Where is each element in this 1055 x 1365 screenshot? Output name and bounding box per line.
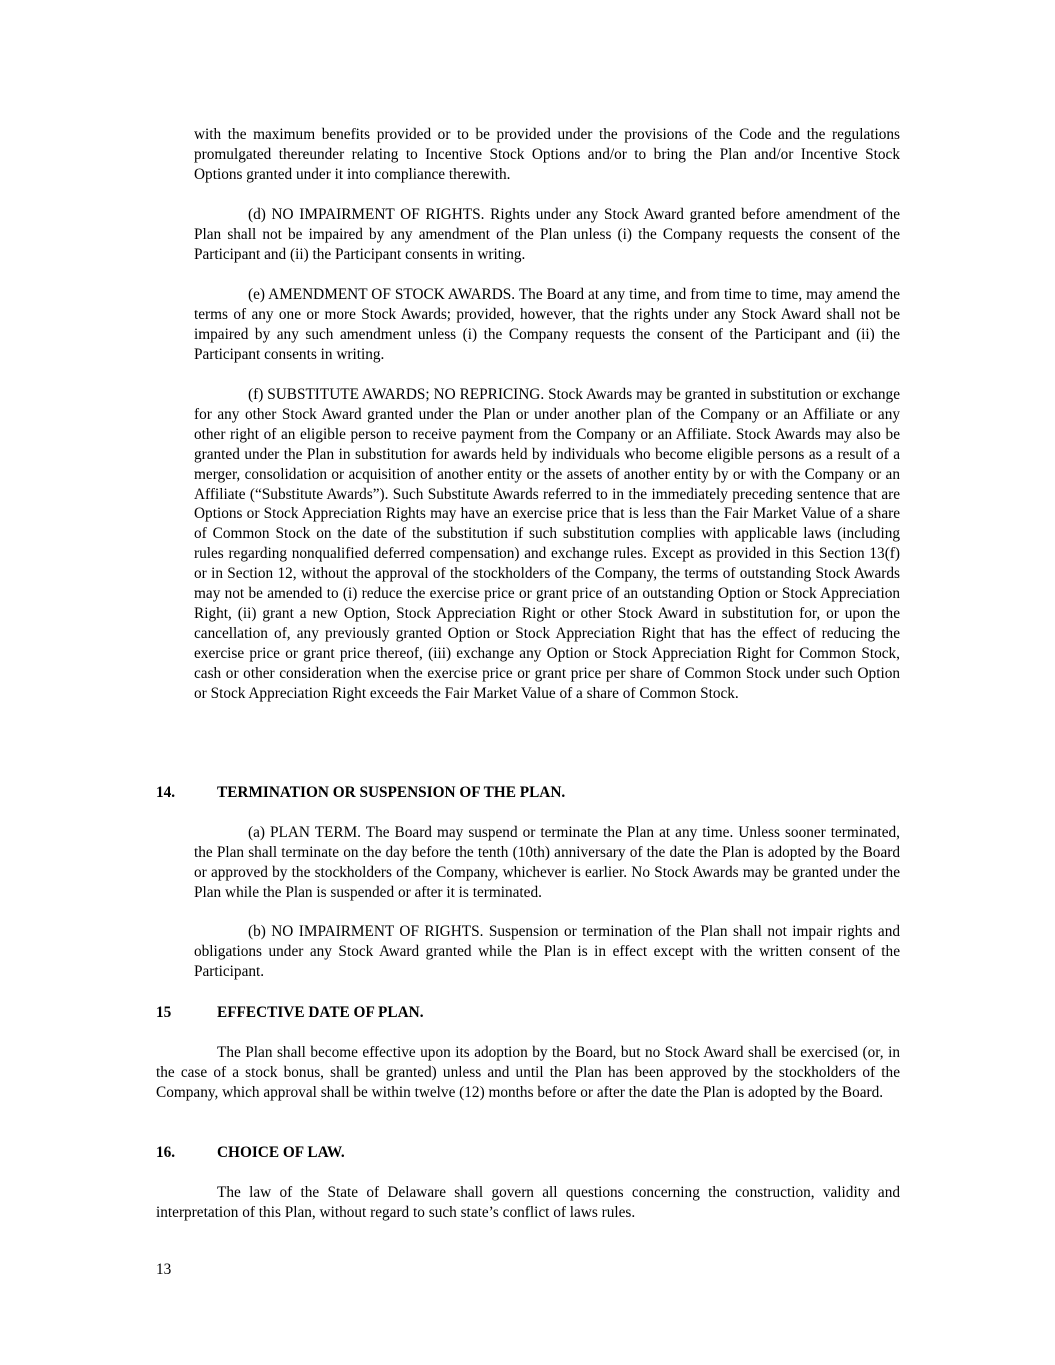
continuation-paragraph: with the maximum benefits provided or to be provided under the provisions of the Code and the regulations promulgated thereunder relating to Incentive Stock Options and/or to bring the Plan and/or Incentive Stock Options granted under it into compliance therewith. xyxy=(194,126,900,183)
section-15-number: 15 xyxy=(156,1004,172,1021)
section-14-heading xyxy=(156,783,565,803)
section-15-heading xyxy=(156,1003,424,1023)
section-14a-paragraph: (a) PLAN TERM. The Board may suspend or terminate the Plan at any time. Unless sooner terminated, the Plan shall terminate on the day before the tenth (10th) anniversary of the date the Plan is adopted by the Board or approved by the stockholders of the Company, whichever is earlier. No Stock Awards may be granted under the Plan while the Plan is suspended or after it is terminated. xyxy=(194,824,900,901)
page-number: 13 xyxy=(156,1261,172,1278)
section-15-body: The Plan shall become effective upon its adoption by the Board, but no Stock Award shall be exercised (or, in the case of a stock bonus, shall be granted) unless and until the Plan has been approved by the stockholders of the Company, which approval shall be within twelve (12) months before or after the date the Plan is adopted by the Board. xyxy=(156,1044,900,1101)
section-15-title: EFFECTIVE DATE OF PLAN. xyxy=(217,1004,424,1021)
section-16-heading xyxy=(156,1143,345,1163)
section-14-title: TERMINATION OR SUSPENSION OF THE PLAN. xyxy=(217,784,566,801)
section-16-number: 16. xyxy=(156,1144,176,1161)
section-16-body: The law of the State of Delaware shall govern all questions concerning the construction, validity and interpretation of this Plan, without regard to such state’s conflict of laws rules. xyxy=(156,1184,900,1221)
section-13e-paragraph: (e) AMENDMENT OF STOCK AWARDS. The Board at any time, and from time to time, may amend the terms of any one or more Stock Awards; provided, however, that the rights under any Stock Award shall not be impaired by any such amendment unless (i) the Company requests the consent of the Participant and (ii) the Participant consents in writing. xyxy=(194,286,900,363)
section-13f-paragraph: (f) SUBSTITUTE AWARDS; NO REPRICING. Stock Awards may be granted in substitution or exchange for any other Stock Award granted under the Plan or under another plan of the Company or an Affiliate or any other right of an eligible person to receive payment from the Company or an Affiliate. Stock Awards may also be granted under the Plan in substitution for awards held by individuals who become eligible persons as a result of a merger, consolidation or acquisition of another entity or the assets of another entity by or with the Company or an Affiliate (“Substitute Awards”). Such Substitute Awards referred to in the immediately preceding sentence that are Options or Stock Appreciation Rights may have an exercise price that is less than the Fair Market Value of a share of Common Stock on the date of the substitution if such substitution complies with applicable laws (including rules regarding nonqualified deferred compensation) and exchange rules. Except as provided in this Section 13(f) or in Section 12, without the approval of the stockholders of the Company, the terms of outstanding Stock Awards may not be amended to (i) reduce the exercise price or grant price of an outstanding Option or Stock Appreciation Right, (ii) grant a new Option, Stock Appreciation Right or other Stock Award in substitution for, or upon the cancellation of, any previously granted Option or Stock Appreciation Right that has the effect of reducing the exercise price or grant price thereof, (iii) exchange any Option or Stock Appreciation Right for Common Stock, cash or other consideration when the exercise price or grant price per share of Common Stock under such Option or Stock Appreciation Right exceeds the Fair Market Value of a share of Common Stock. xyxy=(194,386,900,702)
section-14-number: 14. xyxy=(156,784,176,801)
section-13d-paragraph: (d) NO IMPAIRMENT OF RIGHTS. Rights under any Stock Award granted before amendment of the Plan shall not be impaired by any amendment of the Plan unless (i) the Company requests the consent of the Participant and (ii) the Participant consents in writing. xyxy=(194,206,900,263)
section-16-title: CHOICE OF LAW. xyxy=(217,1144,345,1161)
section-14b-paragraph: (b) NO IMPAIRMENT OF RIGHTS. Suspension or termination of the Plan shall not impair rights and obligations under any Stock Award granted while the Plan is in effect except with the written consent of the Participant. xyxy=(194,923,900,980)
